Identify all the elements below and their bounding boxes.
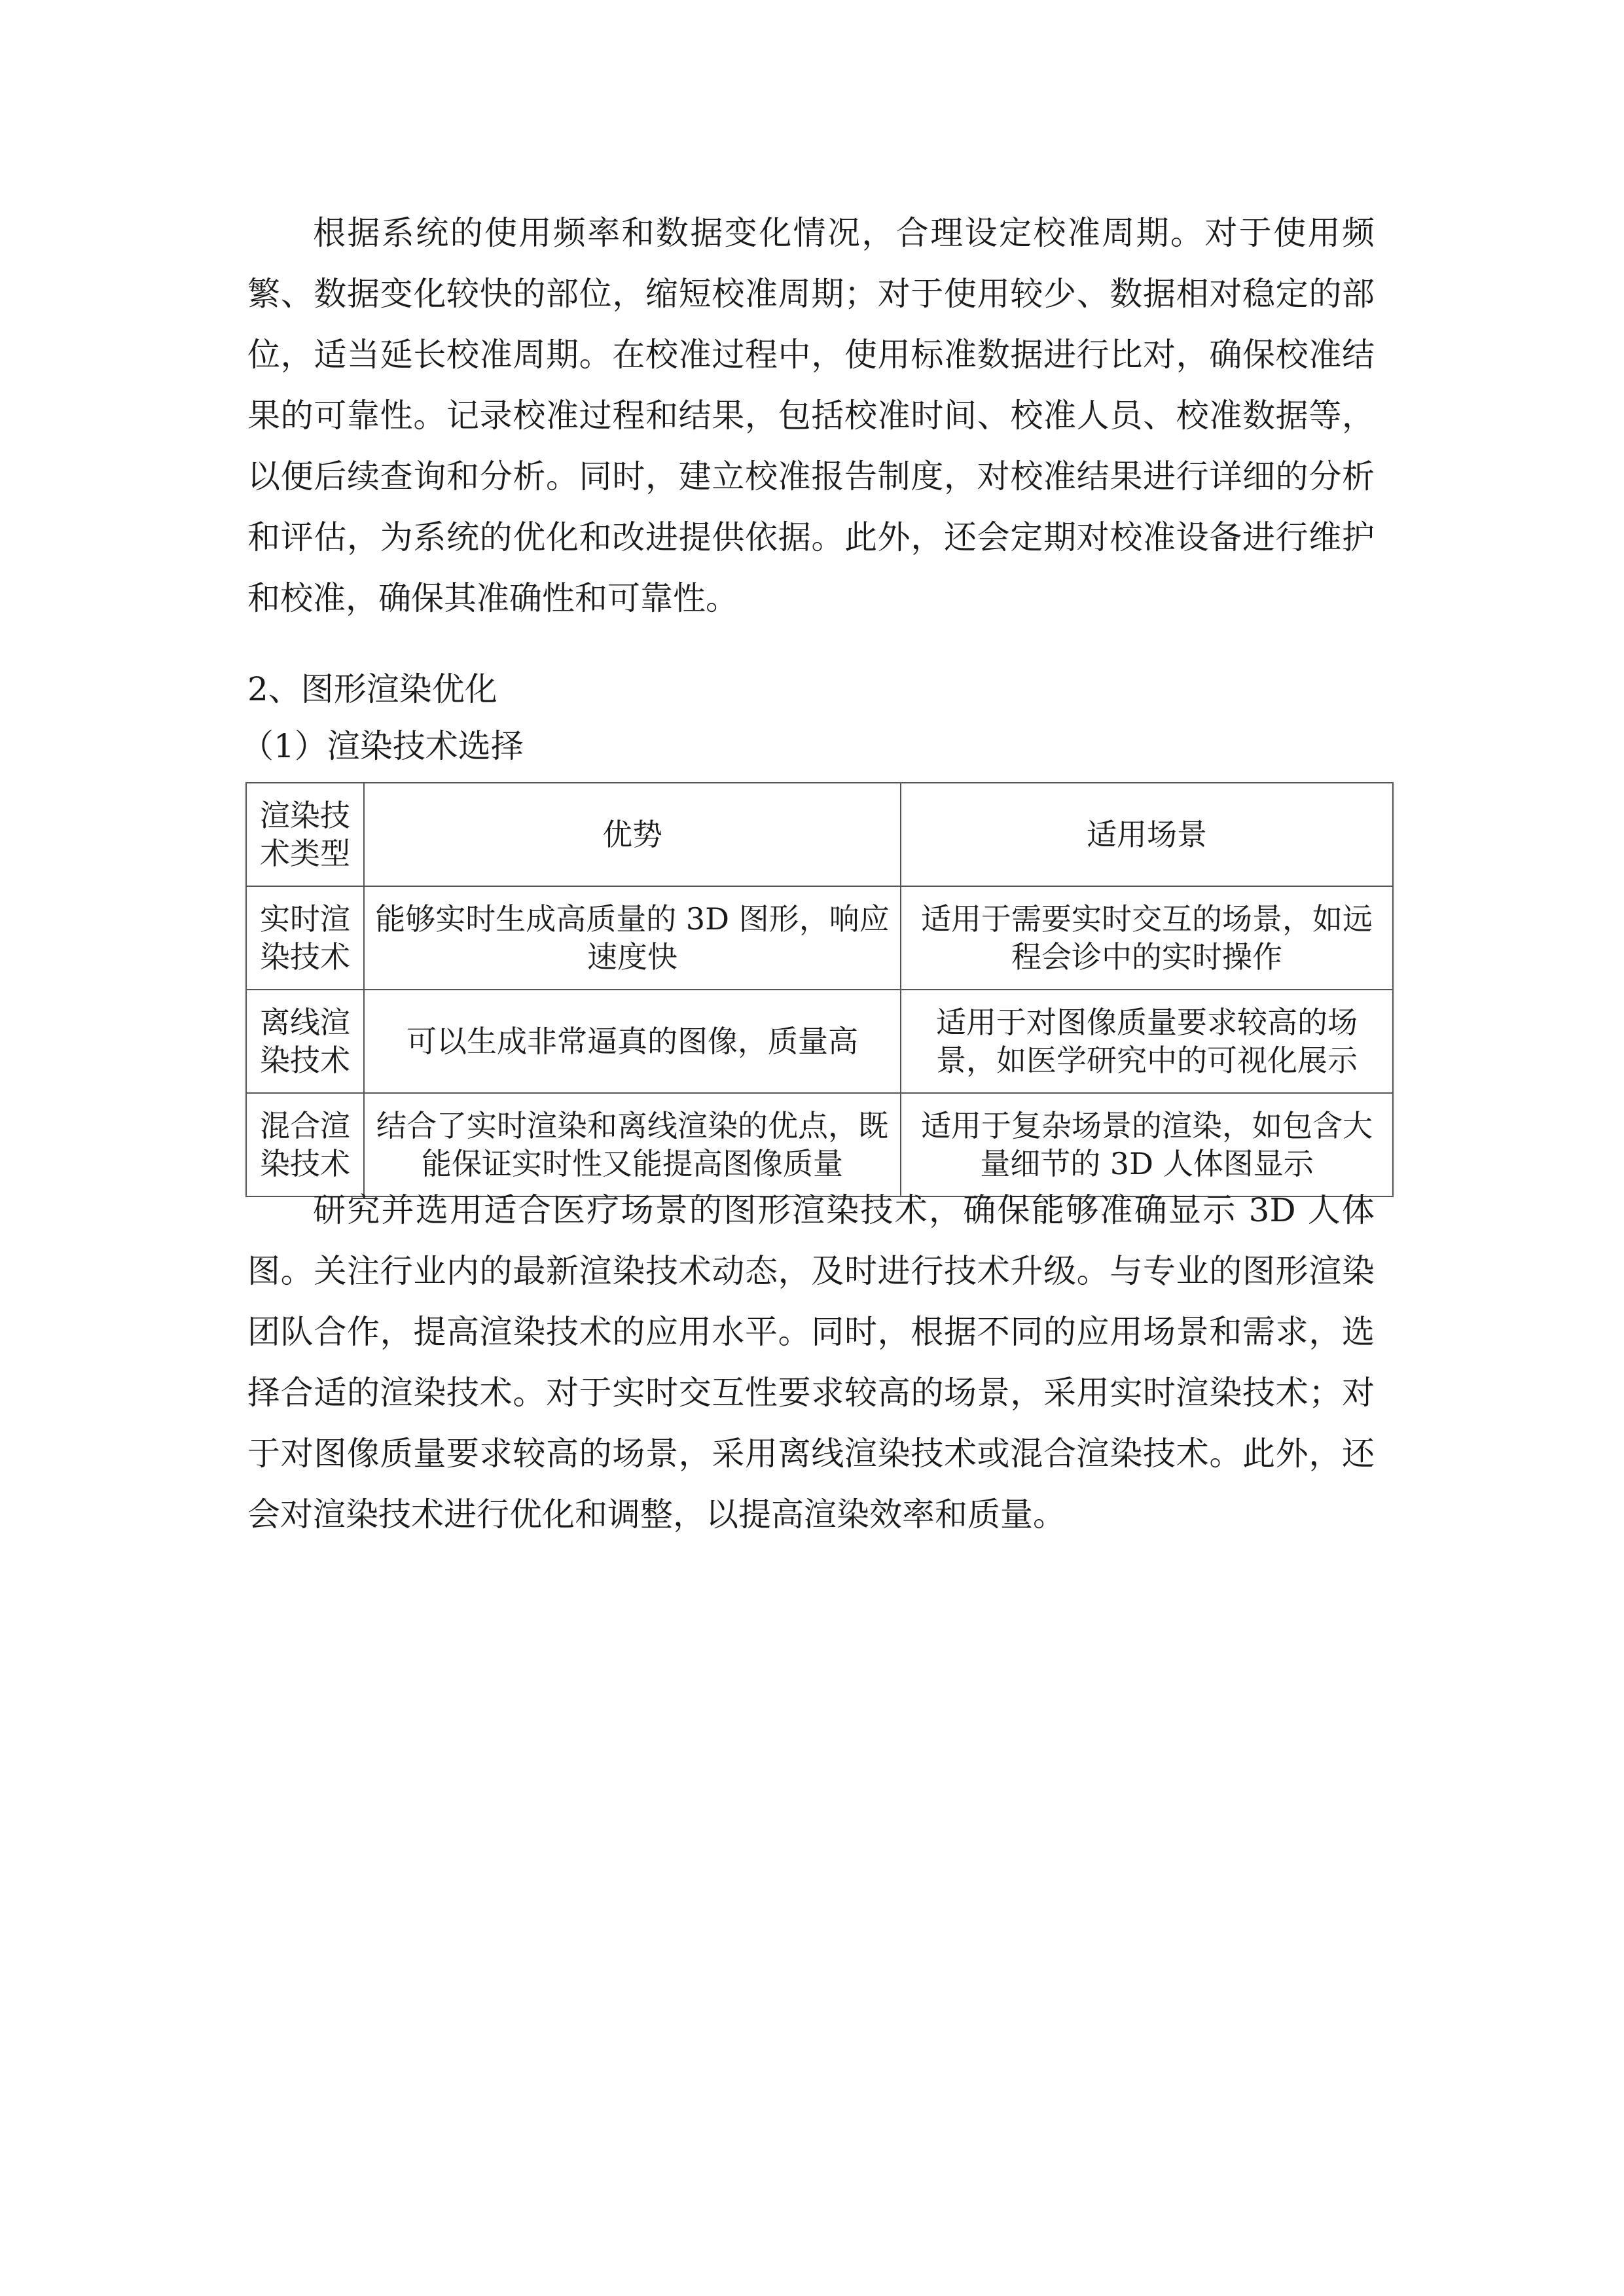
cell-scenario: 适用于对图像质量要求较高的场景，如医学研究中的可视化展示 — [901, 990, 1393, 1093]
cell-advantage: 结合了实时渲染和离线渲染的优点，既能保证实时性又能提高图像质量 — [364, 1093, 901, 1196]
cell-scenario: 适用于需要实时交互的场景，如远程会诊中的实时操作 — [901, 886, 1393, 990]
rendering-techniques-table — [245, 782, 1394, 1197]
cell-type: 实时渲染技术 — [246, 886, 364, 990]
cell-advantage: 可以生成非常逼真的图像，质量高 — [364, 990, 901, 1093]
table-header-row — [246, 783, 1393, 886]
table-row — [246, 990, 1393, 1093]
rendering-paragraph: 研究并选用适合医疗场景的图形渲染技术，确保能够准确显示 3D 人体图。关注行业内的最新渲染技术动态，及时进行技术升级。与专业的图形渲染团队合作，提高渲染技术的应用水平。同时，根据不同的应用场景和需求，选择合适的渲染技术。对于实时交互性要求较高的场景，采用实时渲染技术；对于对图像质量要求较高的场景，采用离线渲染技术或混合渲染技术。此外，还会对渲染技术进行优化和调整，以提高渲染效率和质量。 — [247, 1191, 1375, 1534]
section-heading: 2、图形渲染优化 — [247, 670, 497, 708]
header-scenario: 适用场景 — [901, 783, 1393, 886]
header-advantage: 优势 — [364, 783, 901, 886]
subsection-heading: （1）渲染技术选择 — [241, 727, 524, 765]
header-type: 渲染技术类型 — [246, 783, 364, 886]
cell-scenario: 适用于复杂场景的渲染，如包含大量细节的 3D 人体图显示 — [901, 1093, 1393, 1196]
calibration-paragraph: 根据系统的使用频率和数据变化情况，合理设定校准周期。对于使用频繁、数据变化较快的部位，缩短校准周期；对于使用较少、数据相对稳定的部位，适当延长校准周期。在校准过程中，使用标准数据进行比对，确保校准结果的可靠性。记录校准过程和结果，包括校准时间、校准人员、校准数据等，以便后续查询和分析。同时，建立校准报告制度，对校准结果进行详细的分析和评估，为系统的优化和改进提供依据。此外，还会定期对校准设备进行维护和校准，确保其准确性和可靠性。 — [247, 214, 1375, 617]
table-row — [246, 886, 1393, 990]
cell-type: 离线渲染技术 — [246, 990, 364, 1093]
cell-type: 混合渲染技术 — [246, 1093, 364, 1196]
cell-advantage: 能够实时生成高质量的 3D 图形，响应速度快 — [364, 886, 901, 990]
